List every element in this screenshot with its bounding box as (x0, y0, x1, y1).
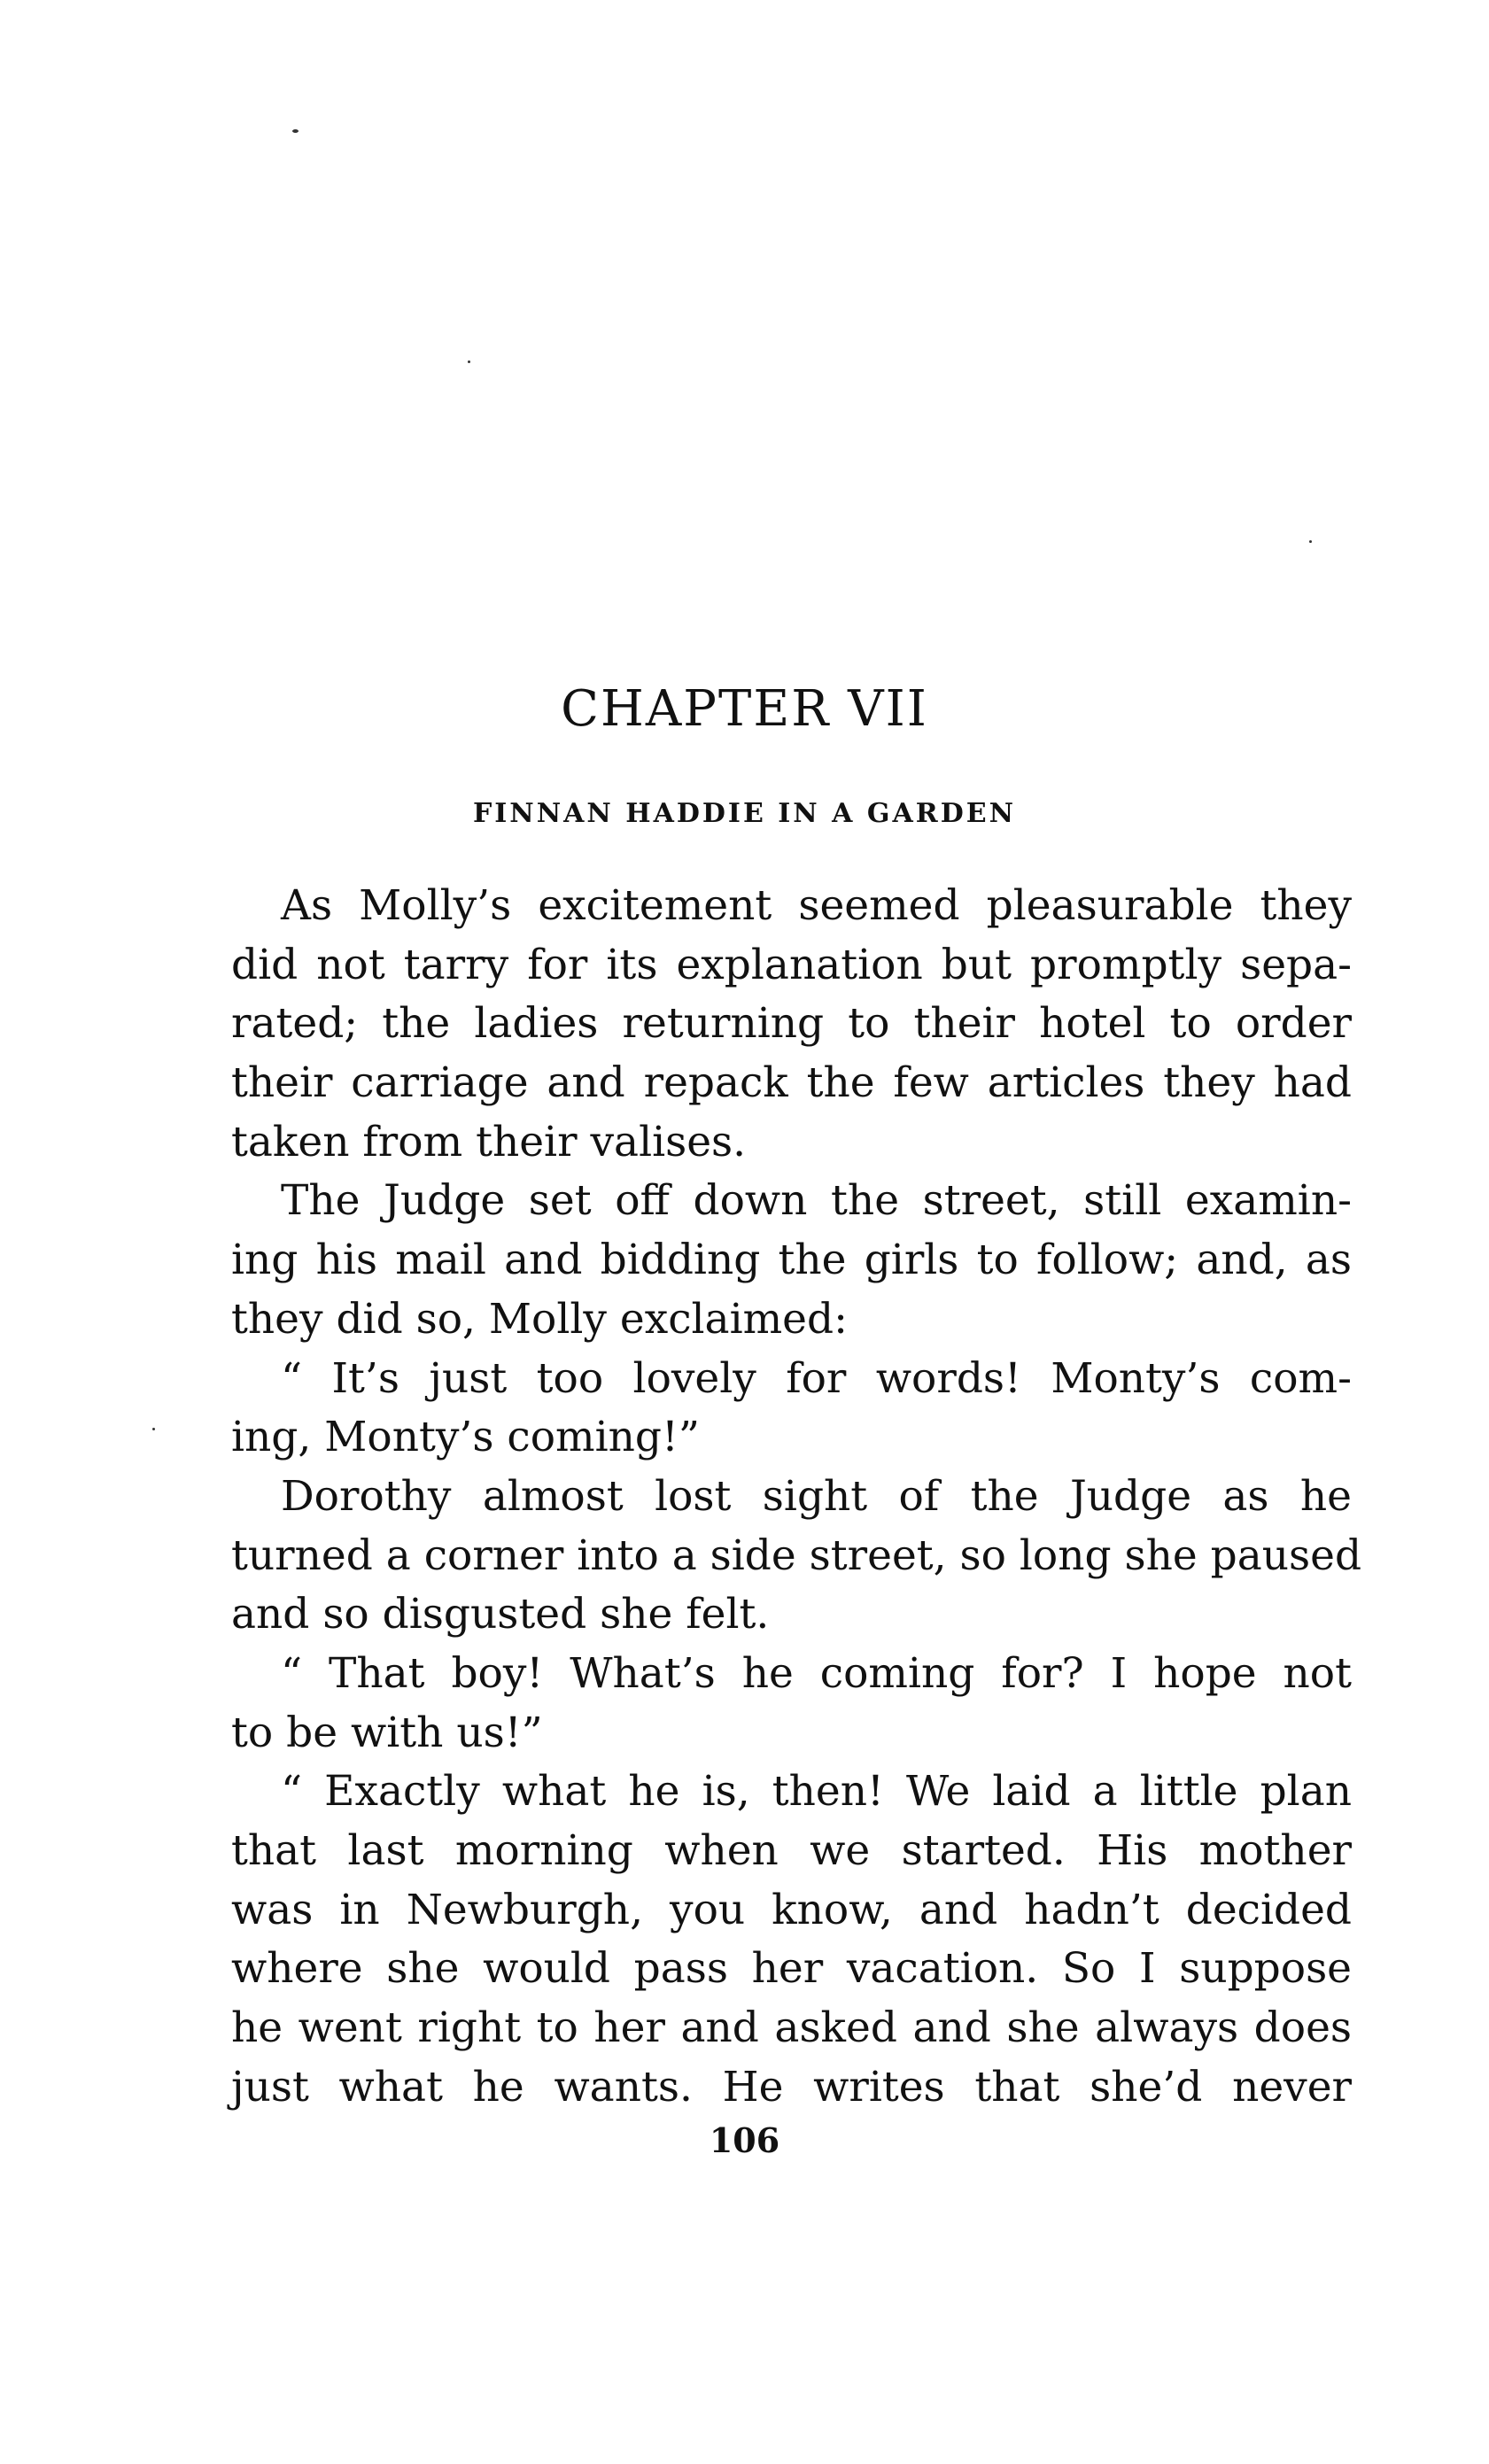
text-line: turned a corner into a side street, so long she paused (231, 1530, 1362, 1580)
text-line: ing, Monty’s coming!” (231, 1413, 700, 1462)
text-line: Dorothy almost lost sight of the Judge as he (281, 1471, 1352, 1521)
paragraph (231, 1172, 1352, 1349)
text-line: just what he wants. He writes that she’d never (231, 2062, 1352, 2111)
text-line: to be with us!” (231, 1708, 543, 1757)
text-line: “ Exactly what he is, then! We laid a little plan (281, 1767, 1352, 1817)
text-line: “ That boy! What’s he coming for? I hope not (281, 1648, 1352, 1698)
text-line: did not tarry for its explanation but promptly sepa- (231, 940, 1352, 989)
ink-speck (152, 1428, 155, 1430)
text-line: was in Newburgh, you know, and hadn’t decided (231, 1885, 1352, 1934)
paragraph (231, 1468, 1362, 1645)
paragraph (231, 1645, 1352, 1763)
text-line: As Molly’s excitement seemed pleasurable they (281, 881, 1352, 930)
chapter-subtitle: FINNAN HADDIE IN A GARDEN (472, 798, 1017, 829)
chapter-title: CHAPTER VII (561, 680, 928, 738)
text-line: ing his mail and bidding the girls to follow; and, as (231, 1236, 1352, 1285)
text-line: they did so, Molly exclaimed: (231, 1294, 848, 1344)
ink-speck (468, 360, 470, 363)
text-line: their carriage and repack the few articles they had (231, 1058, 1352, 1108)
text-line: where she would pass her vacation. So I suppose (231, 1944, 1352, 1994)
text-line: he went right to her and asked and she always does (231, 2003, 1352, 2053)
text-line: rated; the ladies returning to their hotel to order (231, 999, 1352, 1049)
paragraph (231, 1763, 1352, 2117)
text-line: The Judge set off down the street, still examin- (281, 1176, 1352, 1226)
text-line: and so disgusted she felt. (231, 1590, 770, 1639)
text-line: taken from their valises. (231, 1117, 747, 1166)
body-text (231, 877, 1362, 2117)
paragraph (231, 1350, 1352, 1468)
ink-speck (292, 129, 299, 133)
text-line: “ It’s just too lovely for words! Monty’s com- (281, 1353, 1352, 1403)
paragraph (231, 877, 1352, 1172)
page-number: 106 (709, 2120, 780, 2160)
text-line: that last morning when we started. His mother (231, 1826, 1352, 1875)
ink-speck (1309, 540, 1312, 543)
